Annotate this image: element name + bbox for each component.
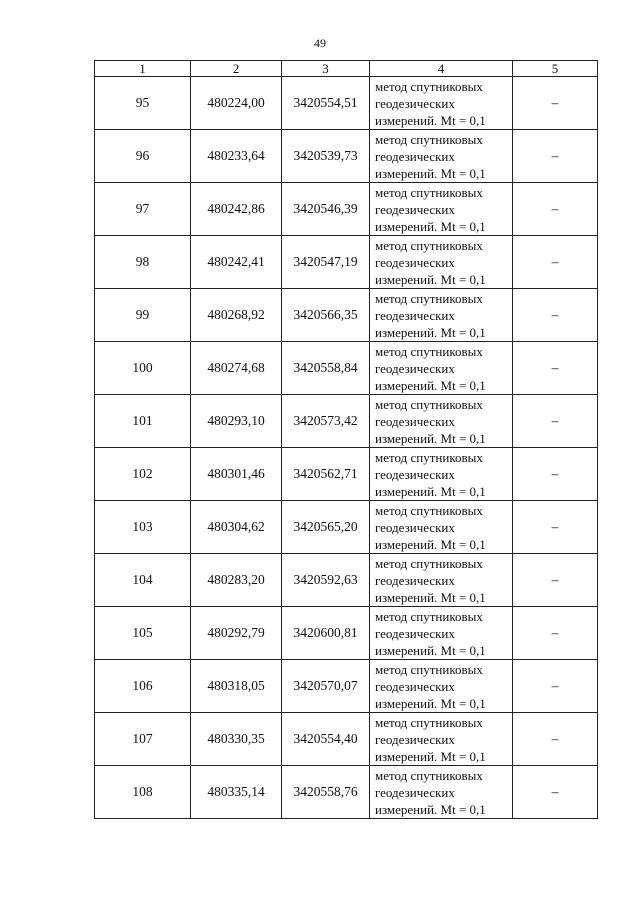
- table-row: [95, 130, 598, 183]
- method-line: метод спутниковых: [375, 502, 483, 518]
- table-row: [95, 660, 598, 713]
- method-line: измерений. Mt = 0,1: [375, 642, 486, 658]
- method-description: [370, 448, 513, 501]
- coordinate-x: 480274,68: [191, 342, 282, 395]
- coordinate-y: 3420592,63: [282, 554, 370, 607]
- method-line: метод спутниковых: [375, 661, 483, 677]
- method-line: метод спутниковых: [375, 396, 483, 412]
- point-number: 108: [95, 766, 191, 819]
- coordinate-x: 480292,79: [191, 607, 282, 660]
- note-cell: –: [513, 713, 598, 766]
- column-header-1: 1: [95, 61, 191, 77]
- method-line: геодезических: [375, 360, 455, 376]
- table-row: [95, 289, 598, 342]
- table-row: [95, 183, 598, 236]
- method-description: [370, 77, 513, 130]
- coordinate-y: 3420554,51: [282, 77, 370, 130]
- method-line: геодезических: [375, 519, 455, 535]
- point-number: 100: [95, 342, 191, 395]
- method-line: геодезических: [375, 254, 455, 270]
- method-line: метод спутниковых: [375, 714, 483, 730]
- note-cell: –: [513, 448, 598, 501]
- point-number: 99: [95, 289, 191, 342]
- table-row: [95, 448, 598, 501]
- method-line: измерений. Mt = 0,1: [375, 377, 486, 393]
- method-line: измерений. Mt = 0,1: [375, 536, 486, 552]
- column-header-2: 2: [191, 61, 282, 77]
- note-cell: –: [513, 77, 598, 130]
- point-number: 102: [95, 448, 191, 501]
- coordinate-x: 480233,64: [191, 130, 282, 183]
- method-description: [370, 607, 513, 660]
- method-line: геодезических: [375, 148, 455, 164]
- table-row: [95, 395, 598, 448]
- method-line: метод спутниковых: [375, 237, 483, 253]
- method-line: измерений. Mt = 0,1: [375, 589, 486, 605]
- coordinate-x: 480304,62: [191, 501, 282, 554]
- method-description: [370, 660, 513, 713]
- method-line: метод спутниковых: [375, 78, 483, 94]
- note-cell: –: [513, 289, 598, 342]
- coordinate-y: 3420558,76: [282, 766, 370, 819]
- method-line: метод спутниковых: [375, 767, 483, 783]
- coordinate-x: 480318,05: [191, 660, 282, 713]
- method-line: измерений. Mt = 0,1: [375, 483, 486, 499]
- table-row: [95, 713, 598, 766]
- coordinate-y: 3420566,35: [282, 289, 370, 342]
- method-description: [370, 766, 513, 819]
- point-number: 107: [95, 713, 191, 766]
- point-number: 97: [95, 183, 191, 236]
- note-cell: –: [513, 395, 598, 448]
- method-line: метод спутниковых: [375, 131, 483, 147]
- coordinate-y: 3420554,40: [282, 713, 370, 766]
- method-description: [370, 236, 513, 289]
- method-line: геодезических: [375, 625, 455, 641]
- point-number: 95: [95, 77, 191, 130]
- coordinate-y: 3420546,39: [282, 183, 370, 236]
- note-cell: –: [513, 660, 598, 713]
- coordinate-y: 3420565,20: [282, 501, 370, 554]
- point-number: 104: [95, 554, 191, 607]
- point-number: 103: [95, 501, 191, 554]
- point-number: 96: [95, 130, 191, 183]
- method-line: измерений. Mt = 0,1: [375, 748, 486, 764]
- column-header-5: 5: [513, 61, 598, 77]
- method-line: измерений. Mt = 0,1: [375, 218, 486, 234]
- method-line: метод спутниковых: [375, 608, 483, 624]
- note-cell: –: [513, 554, 598, 607]
- note-cell: –: [513, 236, 598, 289]
- method-line: геодезических: [375, 466, 455, 482]
- table-row: [95, 501, 598, 554]
- note-cell: –: [513, 766, 598, 819]
- method-description: [370, 183, 513, 236]
- method-line: метод спутниковых: [375, 343, 483, 359]
- method-line: геодезических: [375, 307, 455, 323]
- table-row: [95, 342, 598, 395]
- point-number: 101: [95, 395, 191, 448]
- point-number: 98: [95, 236, 191, 289]
- note-cell: –: [513, 130, 598, 183]
- coordinate-x: 480330,35: [191, 713, 282, 766]
- method-description: [370, 554, 513, 607]
- coordinate-y: 3420547,19: [282, 236, 370, 289]
- coordinate-y: 3420562,71: [282, 448, 370, 501]
- note-cell: –: [513, 183, 598, 236]
- coordinate-x: 480301,46: [191, 448, 282, 501]
- method-line: метод спутниковых: [375, 184, 483, 200]
- column-header-3: 3: [282, 61, 370, 77]
- method-line: измерений. Mt = 0,1: [375, 165, 486, 181]
- table-row: [95, 77, 598, 130]
- method-line: метод спутниковых: [375, 555, 483, 571]
- method-line: геодезических: [375, 731, 455, 747]
- note-cell: –: [513, 501, 598, 554]
- coordinates-table: [94, 60, 598, 819]
- point-number: 106: [95, 660, 191, 713]
- method-line: геодезических: [375, 413, 455, 429]
- table-body: [95, 77, 598, 819]
- coordinate-y: 3420539,73: [282, 130, 370, 183]
- coordinate-x: 480293,10: [191, 395, 282, 448]
- method-line: геодезических: [375, 678, 455, 694]
- method-description: [370, 289, 513, 342]
- method-line: геодезических: [375, 784, 455, 800]
- method-line: геодезических: [375, 201, 455, 217]
- note-cell: –: [513, 607, 598, 660]
- table-header-row: [95, 61, 598, 77]
- method-line: геодезических: [375, 95, 455, 111]
- table-row: [95, 607, 598, 660]
- note-cell: –: [513, 342, 598, 395]
- method-line: измерений. Mt = 0,1: [375, 271, 486, 287]
- method-line: метод спутниковых: [375, 449, 483, 465]
- coordinate-y: 3420573,42: [282, 395, 370, 448]
- coordinate-x: 480224,00: [191, 77, 282, 130]
- method-description: [370, 130, 513, 183]
- coordinate-y: 3420600,81: [282, 607, 370, 660]
- table-row: [95, 766, 598, 819]
- coordinate-x: 480283,20: [191, 554, 282, 607]
- point-number: 105: [95, 607, 191, 660]
- coordinate-x: 480242,86: [191, 183, 282, 236]
- method-line: измерений. Mt = 0,1: [375, 801, 486, 817]
- method-description: [370, 713, 513, 766]
- method-line: измерений. Mt = 0,1: [375, 112, 486, 128]
- coordinate-x: 480242,41: [191, 236, 282, 289]
- page-number: 49: [314, 36, 326, 50]
- table-row: [95, 554, 598, 607]
- method-description: [370, 501, 513, 554]
- coordinate-x: 480335,14: [191, 766, 282, 819]
- method-line: измерений. Mt = 0,1: [375, 430, 486, 446]
- method-line: метод спутниковых: [375, 290, 483, 306]
- method-line: измерений. Mt = 0,1: [375, 695, 486, 711]
- method-description: [370, 342, 513, 395]
- method-line: геодезических: [375, 572, 455, 588]
- table-row: [95, 236, 598, 289]
- coordinate-x: 480268,92: [191, 289, 282, 342]
- coordinate-y: 3420558,84: [282, 342, 370, 395]
- method-description: [370, 395, 513, 448]
- coordinate-y: 3420570,07: [282, 660, 370, 713]
- column-header-4: 4: [370, 61, 513, 77]
- method-line: измерений. Mt = 0,1: [375, 324, 486, 340]
